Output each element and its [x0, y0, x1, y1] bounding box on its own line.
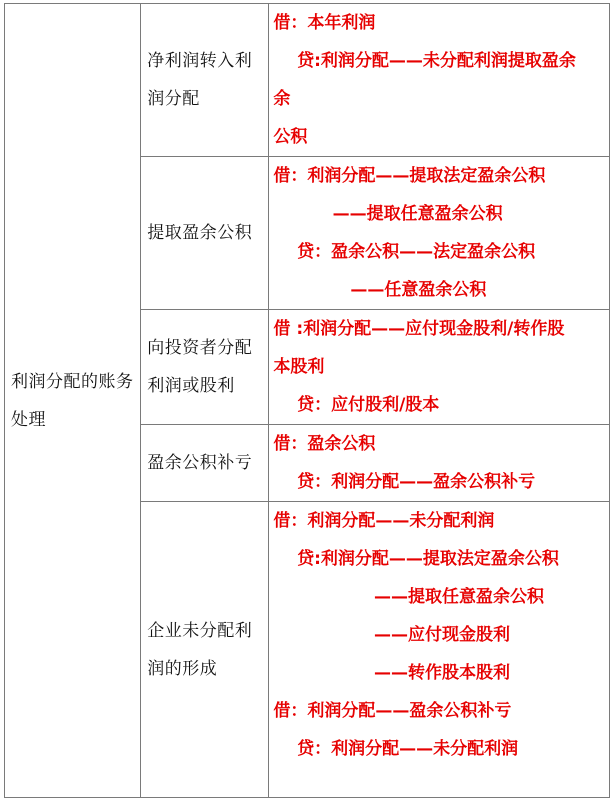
main-label: 利润分配的账务处理 — [5, 4, 141, 798]
row-title: 盈余公积补亏 — [141, 425, 269, 502]
row-title: 向投资者分配利润或股利 — [141, 310, 269, 425]
entry-line: 借：利润分配——盈余公积补亏 — [273, 701, 512, 721]
entry-line: 公积 — [273, 127, 308, 147]
entry-line: 借：本年利润 — [273, 13, 376, 33]
entry-line: 借：利润分配——未分配利润 — [273, 511, 495, 531]
entry-line: 借：盈余公积 — [273, 434, 376, 454]
entry-line: 借：利润分配——提取法定盈余公积 — [273, 166, 546, 186]
row-title: 企业未分配利润的形成 — [141, 502, 269, 798]
entry-line: 借 :利润分配——应付现金股利/转作股 — [273, 319, 565, 339]
entry-line: ——任意盈余公积 — [273, 280, 487, 300]
entry-line: 贷：盈余公积——法定盈余公积 — [273, 242, 536, 262]
journal-entries — [269, 157, 610, 310]
entry-line: 余 — [273, 89, 291, 109]
entry-line: ——转作股本股利 — [273, 663, 511, 683]
entry-line: 贷：利润分配——盈余公积补亏 — [273, 472, 536, 492]
entry-line: 贷：利润分配——未分配利润 — [273, 739, 519, 759]
entry-line: 贷：应付股利/股本 — [273, 395, 440, 415]
entry-line: ——提取任意盈余公积 — [273, 587, 545, 607]
entry-line: 贷:利润分配——提取法定盈余公积 — [273, 549, 559, 569]
journal-entries — [269, 310, 610, 425]
entry-line: 本股利 — [273, 357, 325, 377]
entry-line: 贷:利润分配——未分配利润提取盈余 — [273, 51, 576, 71]
entry-line: ——提取任意盈余公积 — [273, 204, 503, 224]
table-row — [5, 4, 610, 157]
accounting-table — [4, 3, 610, 798]
journal-entries — [269, 4, 610, 157]
entry-line: ——应付现金股利 — [273, 625, 511, 645]
journal-entries — [269, 425, 610, 502]
row-title: 提取盈余公积 — [141, 157, 269, 310]
row-title: 净利润转入利润分配 — [141, 4, 269, 157]
journal-entries — [269, 502, 610, 798]
